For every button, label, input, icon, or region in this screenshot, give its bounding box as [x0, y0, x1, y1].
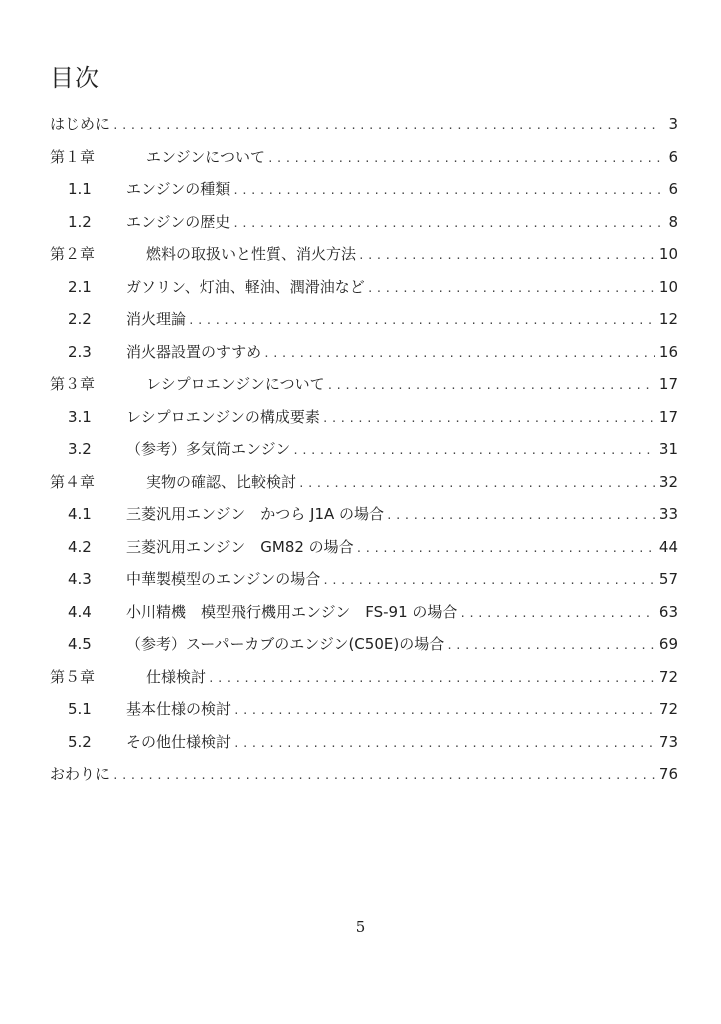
- toc-entry-page: 17: [658, 375, 678, 393]
- toc-chapter-entry[interactable]: [50, 758, 678, 791]
- toc-entry-label: エンジンについて: [146, 147, 265, 166]
- toc-dot-leader: [322, 403, 655, 436]
- toc-entry-number: 5.2: [68, 732, 92, 751]
- toc-entry-label: （参考）スーパーカブのエンジン(C50E)の場合: [126, 635, 445, 653]
- toc-section-entry[interactable]: [50, 433, 678, 466]
- toc-entry-label: 基本仕様の検討: [126, 700, 232, 718]
- toc-section-entry[interactable]: [50, 596, 678, 629]
- toc-entry-page: 32: [658, 472, 678, 491]
- toc-entry-label: 中華製模型のエンジンの場合: [126, 570, 321, 588]
- toc-entry-page: 31: [658, 440, 678, 458]
- toc-entry-number: 4.1: [68, 505, 92, 523]
- table-of-contents: [50, 108, 678, 791]
- toc-entry-number: 第５章: [50, 667, 96, 686]
- toc-entry-label: 三菱汎用エンジン かつら J1A の場合: [126, 505, 385, 523]
- toc-section-entry[interactable]: [50, 206, 678, 239]
- toc-dot-leader: [267, 143, 660, 176]
- page-number: 5: [355, 918, 366, 936]
- toc-entry-number: 1.2: [68, 212, 92, 231]
- toc-entry-page: 76: [658, 765, 678, 783]
- toc-section-entry[interactable]: [50, 336, 678, 369]
- toc-entry-number: 第４章: [50, 472, 96, 491]
- toc-dot-leader: [358, 240, 655, 273]
- toc-entry-page: 63: [658, 602, 678, 621]
- toc-dot-leader: [112, 760, 655, 793]
- toc-dot-leader: [233, 695, 655, 728]
- toc-section-entry[interactable]: [50, 303, 678, 336]
- toc-entry-label: おわりに: [50, 765, 111, 783]
- toc-section-entry[interactable]: [50, 401, 678, 434]
- toc-section-entry[interactable]: [50, 173, 678, 206]
- toc-entry-number: 2.2: [68, 310, 92, 328]
- toc-dot-leader: [367, 273, 655, 306]
- toc-chapter-entry[interactable]: [50, 141, 678, 174]
- toc-entry-page: 3: [668, 115, 678, 133]
- toc-entry-number: 4.4: [68, 602, 92, 621]
- toc-entry-number: 4.5: [68, 635, 92, 653]
- toc-chapter-entry[interactable]: [50, 661, 678, 694]
- toc-dot-leader: [233, 728, 655, 761]
- toc-entry-label: 消火理論: [126, 310, 187, 328]
- toc-entry-number: 第２章: [50, 245, 96, 263]
- toc-section-entry[interactable]: [50, 726, 678, 759]
- toc-entry-label: 消火器設置のすすめ: [126, 342, 262, 361]
- toc-entry-page: 6: [668, 180, 678, 198]
- toc-entry-number: 5.1: [68, 700, 92, 718]
- toc-entry-page: 72: [658, 667, 678, 686]
- toc-entry-page: 33: [658, 505, 678, 523]
- toc-entry-label: エンジンの種類: [126, 180, 231, 198]
- toc-entry-label: 実物の確認、比較検討: [146, 472, 297, 491]
- toc-entry-label: エンジンの歴史: [126, 212, 231, 231]
- toc-entry-label: ガソリン、灯油、軽油、潤滑油など: [126, 277, 365, 296]
- toc-section-entry[interactable]: [50, 628, 678, 661]
- toc-dot-leader: [232, 208, 660, 241]
- toc-entry-label: はじめに: [50, 115, 111, 133]
- toc-entry-number: 1.1: [68, 180, 92, 198]
- toc-dot-leader: [292, 435, 655, 468]
- toc-entry-label: 三菱汎用エンジン GM82 の場合: [126, 537, 354, 556]
- toc-dot-leader: [232, 175, 660, 208]
- toc-entry-page: 73: [658, 732, 678, 751]
- toc-dot-leader: [322, 565, 655, 598]
- page-title: 目次: [50, 64, 100, 92]
- toc-entry-number: 2.1: [68, 277, 92, 296]
- toc-chapter-entry[interactable]: [50, 108, 678, 141]
- toc-entry-number: 第１章: [50, 147, 96, 166]
- toc-entry-number: 第３章: [50, 375, 96, 393]
- toc-entry-label: その他仕様検討: [126, 732, 232, 751]
- toc-dot-leader: [188, 305, 655, 338]
- toc-dot-leader: [263, 338, 655, 371]
- toc-section-entry[interactable]: [50, 498, 678, 531]
- toc-entry-page: 69: [658, 635, 678, 653]
- toc-entry-page: 6: [668, 147, 678, 166]
- toc-entry-label: レシプロエンジンについて: [146, 375, 325, 393]
- toc-entry-page: 44: [658, 537, 678, 556]
- toc-entry-page: 8: [668, 212, 678, 231]
- toc-dot-leader: [327, 370, 655, 403]
- toc-entry-label: （参考）多気筒エンジン: [126, 440, 291, 458]
- toc-entry-number: 4.3: [68, 570, 92, 588]
- toc-dot-leader: [298, 468, 655, 501]
- toc-dot-leader: [112, 110, 660, 143]
- toc-section-entry[interactable]: [50, 563, 678, 596]
- toc-entry-label: 燃料の取扱いと性質、消火方法: [146, 245, 357, 263]
- toc-section-entry[interactable]: [50, 693, 678, 726]
- toc-dot-leader: [386, 500, 655, 533]
- toc-entry-page: 57: [658, 570, 678, 588]
- toc-chapter-entry[interactable]: [50, 368, 678, 401]
- toc-entry-label: レシプロエンジンの構成要素: [126, 407, 320, 426]
- toc-entry-number: 4.2: [68, 537, 92, 556]
- toc-dot-leader: [356, 533, 655, 566]
- toc-entry-page: 12: [658, 310, 678, 328]
- toc-chapter-entry[interactable]: [50, 466, 678, 499]
- toc-entry-page: 10: [658, 277, 678, 296]
- toc-entry-page: 72: [658, 700, 678, 718]
- toc-entry-number: 2.3: [68, 342, 92, 361]
- toc-chapter-entry[interactable]: [50, 238, 678, 271]
- toc-entry-label: 小川精機 模型飛行機用エンジン FS-91 の場合: [126, 602, 458, 621]
- toc-dot-leader: [446, 630, 655, 663]
- toc-entry-label: 仕様検討: [146, 667, 207, 686]
- toc-section-entry[interactable]: [50, 531, 678, 564]
- toc-dot-leader: [208, 663, 655, 696]
- toc-entry-page: 10: [658, 245, 678, 263]
- toc-entry-number: 3.1: [68, 407, 92, 426]
- toc-entry-page: 17: [658, 407, 678, 426]
- toc-section-entry[interactable]: [50, 271, 678, 304]
- toc-entry-page: 16: [658, 342, 678, 361]
- toc-dot-leader: [459, 598, 655, 631]
- toc-entry-number: 3.2: [68, 440, 92, 458]
